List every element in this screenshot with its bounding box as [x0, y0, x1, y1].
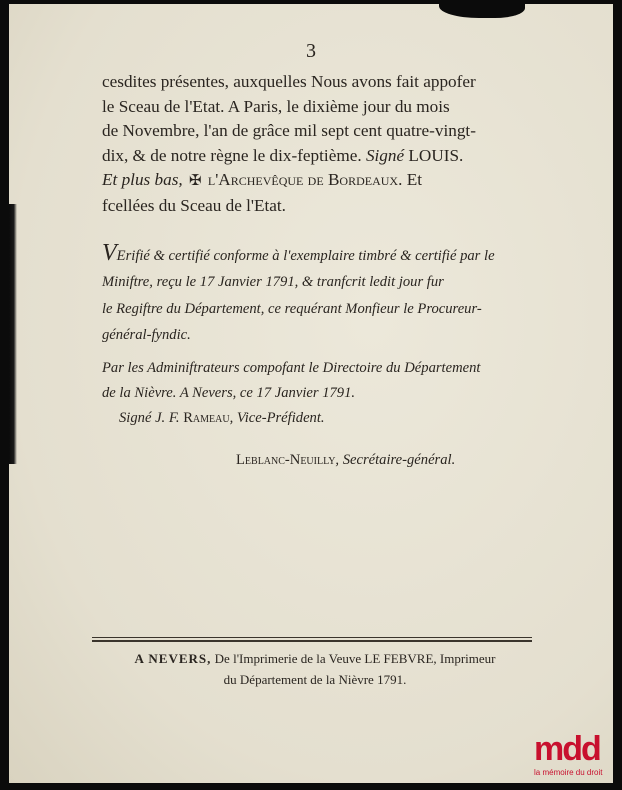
signe-prefix: Signé J. F.: [119, 410, 180, 426]
body-line: le Sceau de l'Etat. A Paris, le dixième jour du mois: [102, 96, 450, 116]
mdd-tagline: la mémoire du droit: [534, 768, 603, 777]
king-name: LOUIS.: [408, 145, 464, 165]
body-line-signature: [102, 144, 534, 169]
drop-cap: V: [102, 240, 117, 266]
imprint-line: [100, 648, 530, 669]
decree-body: [102, 70, 534, 218]
admin-line: de la Nièvre. A Nevers, ce 17 Janvier 1791.: [102, 384, 356, 401]
verif-line: le Regiftre du Département, ce requérant Monfieur le Procureur-: [102, 300, 482, 317]
countersign-line: [102, 168, 534, 194]
leblanc-title: , Secrétaire-général.: [335, 452, 456, 468]
administrators-paragraph: [102, 356, 542, 405]
imprint-printer: De l'Imprimerie de la Veuve LE FEBVRE, Imprimeur: [214, 651, 496, 666]
verif-line: Erifié & certifié conforme à l'exemplaire timbré & certifié par le: [116, 248, 495, 264]
rule-line: [92, 640, 532, 642]
verification-paragraph: [102, 240, 542, 348]
leblanc-signature: [236, 452, 455, 469]
leblanc-name: Leblanc-Neuilly: [236, 452, 336, 468]
admin-line: Par les Adminiftrateurs compofant le Directoire du Département: [102, 360, 481, 376]
cross-icon: ✠: [189, 173, 202, 189]
watermark-logo: [534, 732, 618, 782]
signe-label: Signé: [365, 145, 405, 165]
archbishop-name: l'Archevêque de Bordeaux.: [207, 170, 403, 189]
body-line: de Novembre, l'an de grâce mil sept cent quatre-vingt-: [102, 121, 476, 140]
body-line: cesdites présentes, auxquelles Nous avons fait appofer: [102, 72, 476, 91]
mdd-logo-text: mdd: [534, 730, 600, 768]
et-word: Et: [406, 170, 422, 189]
page-number: 3: [306, 40, 316, 62]
worn-left-edge: [9, 204, 17, 464]
torn-notch: [439, 4, 525, 18]
plus-bas-label: Et plus bas,: [102, 170, 183, 189]
verif-line: général-fyndic.: [102, 326, 191, 343]
rule-line: [92, 637, 532, 638]
imprint-city: A NEVERS,: [134, 651, 212, 666]
body-line: dix, & de notre règne le dix-feptième.: [102, 145, 362, 165]
rameau-signature: [119, 410, 325, 427]
imprint-line: du Département de la Nièvre 1791.: [223, 672, 407, 687]
rameau-title: , Vice-Préfident.: [229, 410, 325, 426]
verif-line: Miniftre, reçu le 17 Janvier 1791, & tranfcrit ledit jour fur: [102, 274, 444, 291]
imprint: [100, 648, 530, 690]
verif-line-first: [102, 240, 542, 269]
seal-line: fcellées du Sceau de l'Etat.: [102, 195, 286, 215]
rameau-name: Rameau: [183, 410, 230, 426]
